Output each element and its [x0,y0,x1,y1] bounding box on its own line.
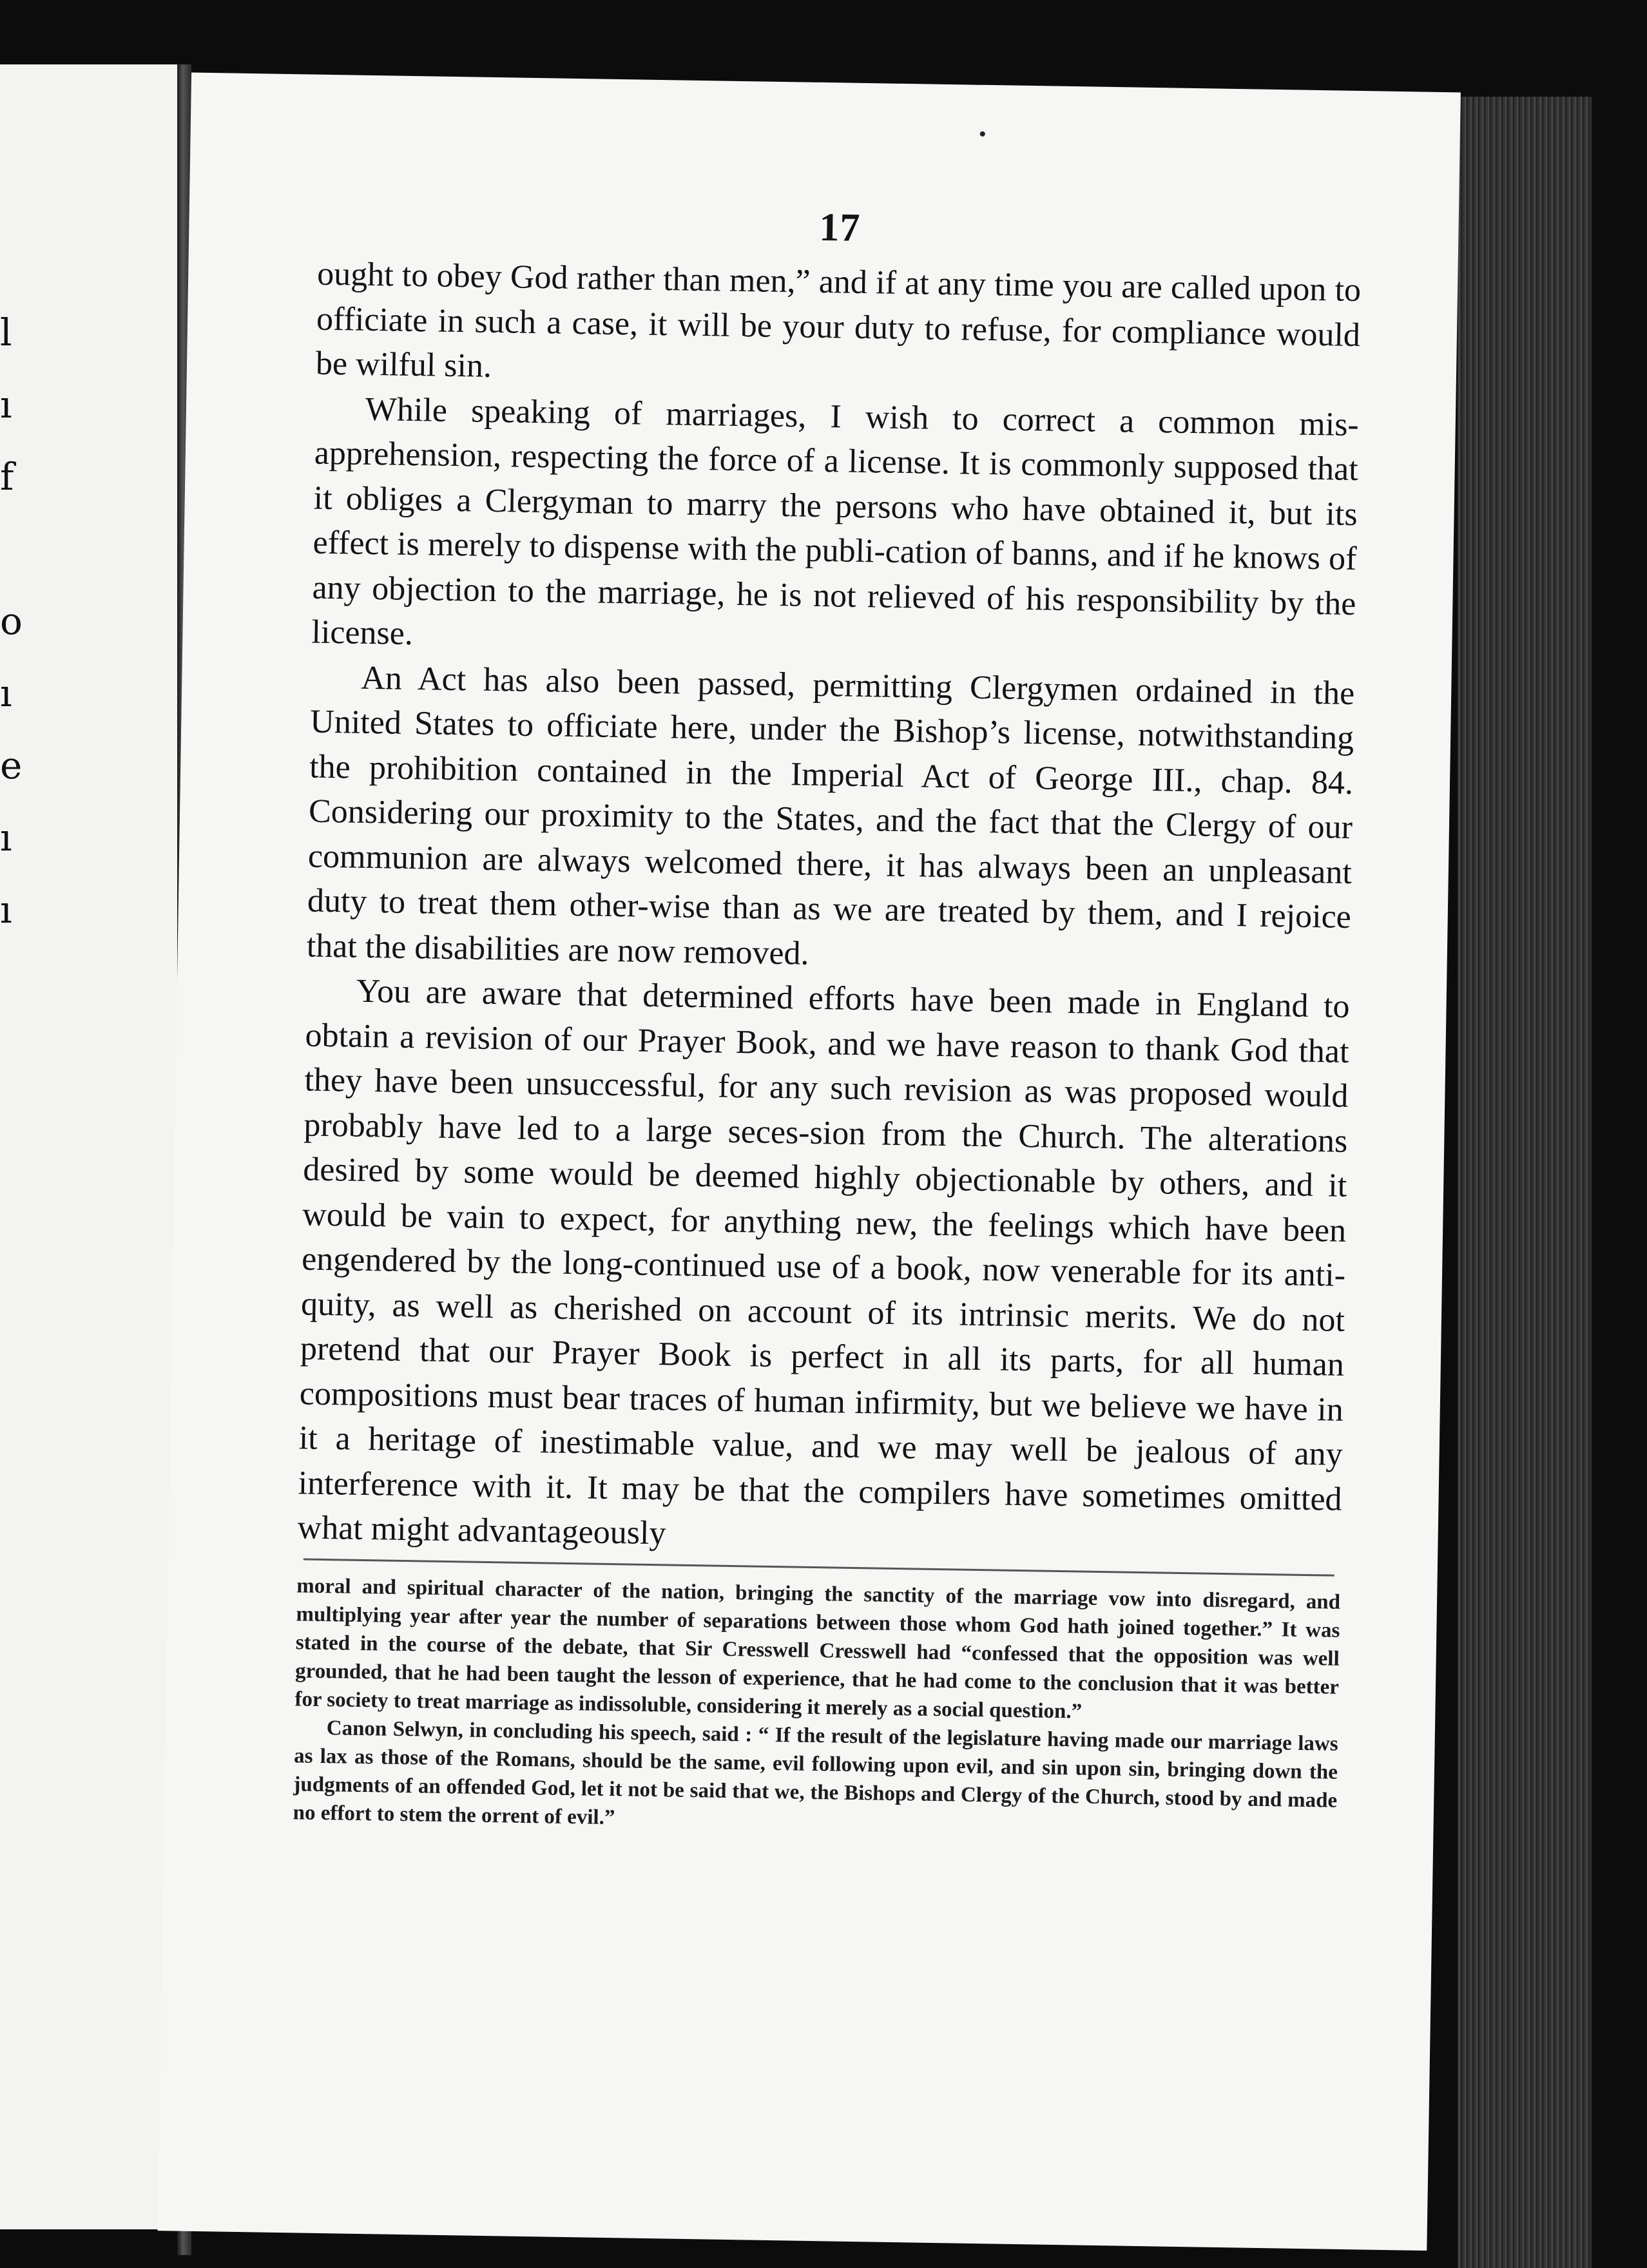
body-paragraph: ought to obey God rather than men,” and if at any time you are called upon to officiate in such a case, it will be your duty to refuse, for compliance would be wilful sin. [315,255,1362,385]
left-edge-letter: ı [0,888,12,932]
body-paragraph: You are aware that determined efforts have been made in England to obtain a revision of our Prayer Book, and we have reason to thank God that they have been unsuccessful, for any such revision as was proposed would probably have led to a large seces-sion from the Church. The alterations desired by some would be deemed highly objectionable by others, and it would be vain to expect, for anything new, the feelings which have been engendered by the long-continued use of a book, now venerable for its anti-quity, as well as cherished on account of its intrinsic merits. We do not pretend that our Prayer Book is perfect in all its parts, for all human compositions must bear traces of human infirmity, but we believe we have in it a heritage of inestimable value, and we may well be jealous of any interference with it. It may be that the compilers have sometimes omitted what might advantageously [297,972,1351,1552]
page-content [293,197,1362,1843]
book-cover-shadow [1592,97,1647,2268]
ink-speck [980,131,985,137]
left-page-cut-text [0,296,23,946]
page-number: 17 [818,205,861,250]
left-edge-letter [0,513,19,585]
main-page [158,73,1461,2251]
left-edge-letter: ı [0,816,12,860]
left-edge-letter: ı [0,383,12,427]
body-paragraph: While speaking of marriages, I wish to correct a common mis-apprehension, respecting the force of a license. It is commonly supposed that it obliges a Clergyman to marry the persons who have obtained it, but its effect is merely to dispense with the publi-cation of banns, and if he knows of any objection to the marriage, he is not relieved of his responsibility by the license. [311,390,1360,653]
footnote-paragraph: Canon Selwyn, in concluding his speech, said : “ If the result of the legislature having made our marriage laws as lax as those of the Romans, should be the same, evil following upon evil, and sin upon sin, bringing down the judgments of an offended God, let it not be said that we, the Bishops and Clergy of the Church, stood by and made no effort to stem the orrent of evil.” [293,1716,1338,1829]
left-edge-letter: o [0,599,23,643]
left-edge-letter: l [0,311,12,354]
left-edge-letter: f [0,455,14,499]
left-edge-letter: ı [0,671,12,715]
body-paragraph: An Act has also been passed, permitting Clergymen ordained in the United States to officiate here, under the Bishop’s license, notwithstanding the prohibition contained in the Imperial Act of George III., chap. 84. Considering our proximity to the States, and the fact that the Clergy of our communion are always welcomed there, it has always been an unpleasant duty to treat them other-wise than as we are treated by them, and I rejoice that the disabilities are now removed. [306,659,1355,972]
left-edge-letter: e [0,744,23,787]
footnote-paragraph: moral and spiritual character of the nation, bringing the sanctity of the marriage vow into disregard, and multiplying year after year the number of separations between those whom God hath joined together.” It was stated in the course of the debate, that Sir Cresswell Cresswell had “confessed that the opposition was well grounded, that he had been taught the lesson of experience, that he had come to the conclusion that it was better for society to treat marriage as indissoluble, considering it merely as a social question.” [294,1573,1341,1724]
left-facing-page [0,64,180,2229]
